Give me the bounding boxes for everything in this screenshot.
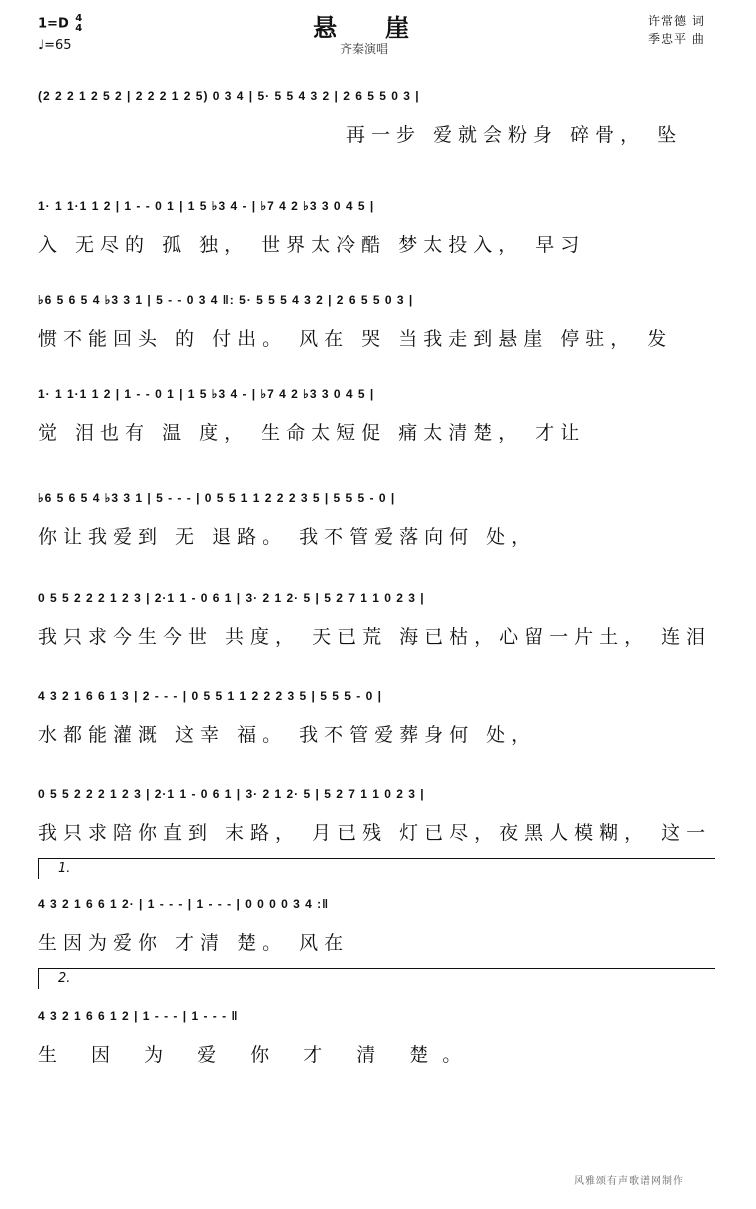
lyric-row: 觉 泪也有 温 度， 生命太短促 痛太清楚， 才让 (38, 422, 586, 444)
score-line-3 (38, 280, 718, 350)
score-line-4 (38, 374, 718, 444)
score-line-6 (38, 578, 718, 648)
lyric-row: 再一步 爱就会粉身 碎骨， 坠 (346, 124, 683, 146)
score-line-9 (38, 884, 718, 954)
score-line-1 (38, 76, 718, 146)
score-line-2 (38, 186, 718, 256)
score-line-10 (38, 996, 718, 1066)
tempo-marking: ♩=65 (38, 38, 72, 53)
volta-bracket-2 (38, 968, 715, 989)
volta-label-2: 2. (58, 971, 71, 986)
singer-credit: 齐秦演唱 (340, 42, 389, 56)
notation-row: ♭6 5 6 5 4 ♭3 3 1 | 5 - - 0 3 4 ‖: 5· 5 5 5 4 3 2 | 2 6 5 5 0 3 | (38, 293, 414, 307)
notation-row: 0 5 5 2 2 2 1 2 3 | 2·1 1 - 0 6 1 | 3· 2 1 2· 5 | 5 2 7 1 1 0 2 3 | (38, 787, 425, 801)
lyric-row: 水都能灌溉 这幸 福。 我不管爱葬身何 处， (38, 724, 537, 746)
volta-label-1: 1. (58, 861, 71, 876)
key-signature: 1=D 4 4 (38, 13, 83, 34)
lyric-row: 生因为爱你 才清 楚。 风在 (38, 932, 350, 954)
notation-row: 4 3 2 1 6 6 1 2 | 1 - - - | 1 - - - ‖ (38, 1009, 239, 1023)
notation-row: ♭6 5 6 5 4 ♭3 3 1 | 5 - - - | 0 5 5 1 1 2 2 2 3 5 | 5 5 5 - 0 | (38, 491, 396, 505)
lyric-row: 我只求陪你直到 末路， 月已残 灯已尽，夜黑人模糊， 这一 (38, 822, 712, 844)
lyric-row: 我只求今生今世 共度， 天已荒 海已枯，心留一片土， 连泪 (38, 626, 712, 648)
notation-row: 1· 1 1·1 1 2 | 1 - - 0 1 | 1 5 ♭3 4 - | ♭7 4 2 ♭3 3 0 4 5 | (38, 199, 375, 213)
song-title: 悬崖 (313, 14, 457, 42)
score-line-5 (38, 478, 718, 548)
notation-row: (2 2 2 1 2 5 2 | 2 2 2 1 2 5) 0 3 4 | 5· 5 5 4 3 2 | 2 6 5 5 0 3 | (38, 89, 420, 103)
notation-row: 1· 1 1·1 1 2 | 1 - - 0 1 | 1 5 ♭3 4 - | ♭7 4 2 ♭3 3 0 4 5 | (38, 387, 375, 401)
volta-bracket-1 (38, 858, 715, 879)
lyricist-credit: 许常德 词 (648, 14, 705, 28)
notation-row: 0 5 5 2 2 2 1 2 3 | 2·1 1 - 0 6 1 | 3· 2 1 2· 5 | 5 2 7 1 1 0 2 3 | (38, 591, 425, 605)
composer-credit: 季忠平 曲 (648, 32, 705, 46)
footer-credit: 风雅颂有声歌谱网制作 (574, 1176, 684, 1187)
notation-row: 4 3 2 1 6 6 1 2· | 1 - - - | 1 - - - | 0 0 0 0 3 4 :‖ (38, 897, 330, 911)
score-line-8 (38, 774, 718, 844)
score-line-7 (38, 676, 718, 746)
lyric-row: 生 因 为 爱 你 才 清 楚。 (38, 1044, 476, 1066)
notation-row: 4 3 2 1 6 6 1 3 | 2 - - - | 0 5 5 1 1 2 2 2 3 5 | 5 5 5 - 0 | (38, 689, 382, 703)
lyric-row: 你让我爱到 无 退路。 我不管爱落向何 处， (38, 526, 537, 548)
lyric-row: 惯不能回头 的 付出。 风在 哭 当我走到悬崖 停驻， 发 (38, 328, 673, 350)
lyric-row: 入 无尽的 孤 独， 世界太冷酷 梦太投入， 早习 (38, 234, 586, 256)
time-signature: 4 4 (75, 13, 83, 34)
